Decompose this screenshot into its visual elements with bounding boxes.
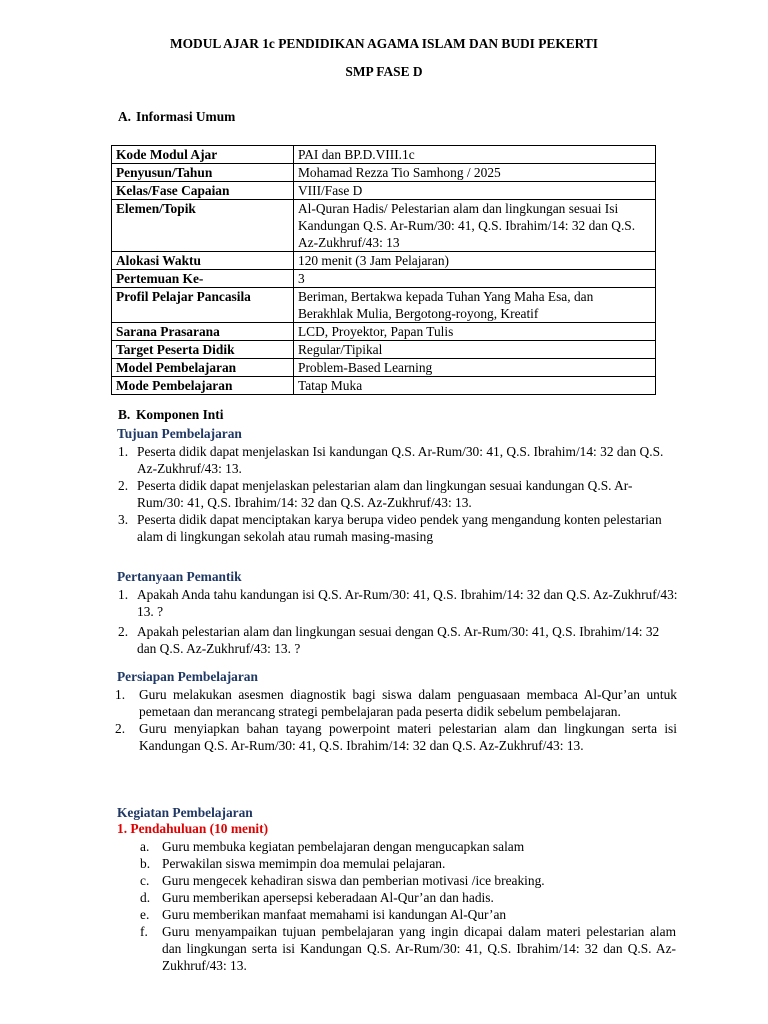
- table-key: Penyusun/Tahun: [112, 164, 294, 182]
- section-b-label: Komponen Inti: [136, 407, 224, 422]
- section-a-label: Informasi Umum: [136, 109, 236, 124]
- list-number: 2.: [115, 721, 126, 736]
- list-letter: c.: [140, 873, 150, 888]
- list-text: Perwakilan siswa memimpin doa memulai pelajaran.: [162, 856, 446, 871]
- table-value: PAI dan BP.D.VIII.1c: [294, 146, 656, 164]
- table-value: Tatap Muka: [294, 377, 656, 395]
- table-row: [112, 341, 656, 359]
- table-key: Kode Modul Ajar: [112, 146, 294, 164]
- list-text: Peserta didik dapat menciptakan karya berupa video pendek yang mengandung konten pelestarian alam di lingkungan sekolah atau rumah masing-masing: [137, 512, 662, 544]
- table-key: Kelas/Fase Capaian: [112, 182, 294, 200]
- table-key: Sarana Prasarana: [112, 323, 294, 341]
- list-text: Apakah Anda tahu kandungan isi Q.S. Ar-Rum/30: 41, Q.S. Ibrahim/14: 32 dan Q.S. Az-Zukhruf/43: 13. ?: [137, 587, 678, 619]
- document-subtitle: SMP FASE D: [345, 64, 423, 79]
- table-key: Alokasi Waktu: [112, 252, 294, 270]
- list-text: Guru memberikan apersepsi keberadaan Al-Qur’an dan hadis.: [162, 890, 494, 905]
- section-a-heading: [118, 109, 235, 125]
- list-item: [140, 889, 676, 906]
- section-b-number: B.: [118, 407, 131, 422]
- table-value: Problem-Based Learning: [294, 359, 656, 377]
- list-letter: b.: [140, 856, 151, 871]
- table-key: Profil Pelajar Pancasila: [112, 288, 294, 323]
- tujuan-heading: Tujuan Pembelajaran: [117, 426, 242, 441]
- info-table: [111, 145, 656, 395]
- list-number: 1.: [118, 444, 129, 459]
- list-text: Guru menyampaikan tujuan pembelajaran yang ingin dicapai dalam materi pelestarian alam dan lingkungan serta isi Kandungan Q.S. Ar-Rum/30: 41, Q.S. Ibrahim/14: 32 dan Q.S. Az-Zukhruf/43: 13.: [162, 924, 676, 973]
- table-value: 120 menit (3 Jam Pelajaran): [294, 252, 656, 270]
- list-text: Guru membuka kegiatan pembelajaran dengan mengucapkan salam: [162, 839, 525, 854]
- table-row: [112, 164, 656, 182]
- list-item: [140, 838, 676, 855]
- list-number: 1.: [115, 687, 126, 702]
- table-row: [112, 182, 656, 200]
- list-item: [140, 906, 676, 923]
- table-value: Mohamad Rezza Tio Samhong / 2025: [294, 164, 656, 182]
- pendahuluan-list: [140, 838, 676, 974]
- table-value: 3: [294, 270, 656, 288]
- list-number: 2.: [118, 478, 129, 493]
- list-item: [118, 586, 678, 620]
- list-item: [118, 511, 678, 545]
- list-text: Guru memberikan manfaat memahami isi kandungan Al-Qur’an: [162, 907, 507, 922]
- list-item: [115, 720, 677, 754]
- table-value: Al-Quran Hadis/ Pelestarian alam dan lingkungan sesuai Isi Kandungan Q.S. Ar-Rum/30: 41, Q.S. Ibrahim/14: 32 dan Q.S. Az-Zukhruf/43: 13: [294, 200, 656, 252]
- table-key: Pertemuan Ke-: [112, 270, 294, 288]
- list-item: [140, 923, 676, 974]
- table-row: [112, 377, 656, 395]
- table-row: [112, 288, 656, 323]
- pemantik-heading: Pertanyaan Pemantik: [117, 569, 242, 584]
- table-row: [112, 252, 656, 270]
- table-row: [112, 146, 656, 164]
- persiapan-list: [115, 686, 677, 754]
- list-text: Apakah pelestarian alam dan lingkungan sesuai dengan Q.S. Ar-Rum/30: 41, Q.S. Ibrahim/14: 32 dan Q.S. Az-Zukhruf/43: 13. ?: [137, 624, 660, 656]
- list-letter: d.: [140, 890, 151, 905]
- list-item: [140, 872, 676, 889]
- list-item: [118, 443, 678, 477]
- section-a-number: A.: [118, 109, 132, 124]
- kegiatan-heading: Kegiatan Pembelajaran: [117, 805, 253, 820]
- table-value: Beriman, Bertakwa kepada Tuhan Yang Maha Esa, dan Berakhlak Mulia, Bergotong-royong, Kreatif: [294, 288, 656, 323]
- list-item: [115, 686, 677, 720]
- table-key: Target Peserta Didik: [112, 341, 294, 359]
- list-item: [140, 855, 676, 872]
- table-key: Elemen/Topik: [112, 200, 294, 252]
- list-text: Guru menyiapkan bahan tayang powerpoint materi pelestarian alam dan lingkungan serta isi Kandungan Q.S. Ar-Rum/30: 41, Q.S. Ibrahim/14: 32 dan Q.S. Az-Zukhruf/43: 13.: [139, 721, 677, 753]
- list-letter: a.: [140, 839, 150, 854]
- table-key: Mode Pembelajaran: [112, 377, 294, 395]
- pemantik-list: [118, 586, 678, 657]
- list-number: 1.: [118, 587, 129, 602]
- table-value: LCD, Proyektor, Papan Tulis: [294, 323, 656, 341]
- table-row: [112, 323, 656, 341]
- list-text: Peserta didik dapat menjelaskan Isi kandungan Q.S. Ar-Rum/30: 41, Q.S. Ibrahim/14: 32 dan Q.S. Az-Zukhruf/43: 13.: [137, 444, 664, 476]
- table-row: [112, 200, 656, 252]
- persiapan-heading: Persiapan Pembelajaran: [117, 669, 258, 684]
- list-text: Guru mengecek kehadiran siswa dan pemberian motivasi /ice breaking.: [162, 873, 545, 888]
- section-b-heading: [118, 407, 223, 423]
- table-row: [112, 359, 656, 377]
- list-item: [118, 477, 678, 511]
- list-number: 3.: [118, 512, 129, 527]
- table-key: Model Pembelajaran: [112, 359, 294, 377]
- tujuan-list: [118, 443, 678, 545]
- list-item: [118, 623, 678, 657]
- list-text: Guru melakukan asesmen diagnostik bagi siswa dalam penguasaan membaca Al-Qur’an untuk pemetaan dan merancang strategi pembelajaran pada peserta didik sebelum pembelajaran.: [139, 687, 677, 719]
- list-number: 2.: [118, 624, 129, 639]
- list-text: Peserta didik dapat menjelaskan pelestarian alam dan lingkungan sesuai kandungan Q.S. Ar-Rum/30: 41, Q.S. Ibrahim/14: 32 dan Q.S. Az-Zukhruf/43: 13.: [137, 478, 633, 510]
- list-letter: f.: [140, 924, 148, 939]
- table-value: Regular/Tipikal: [294, 341, 656, 359]
- pendahuluan-heading: 1. Pendahuluan (10 menit): [117, 821, 269, 836]
- document-title: MODUL AJAR 1c PENDIDIKAN AGAMA ISLAM DAN BUDI PEKERTI: [169, 36, 599, 51]
- table-value: VIII/Fase D: [294, 182, 656, 200]
- table-row: [112, 270, 656, 288]
- list-letter: e.: [140, 907, 150, 922]
